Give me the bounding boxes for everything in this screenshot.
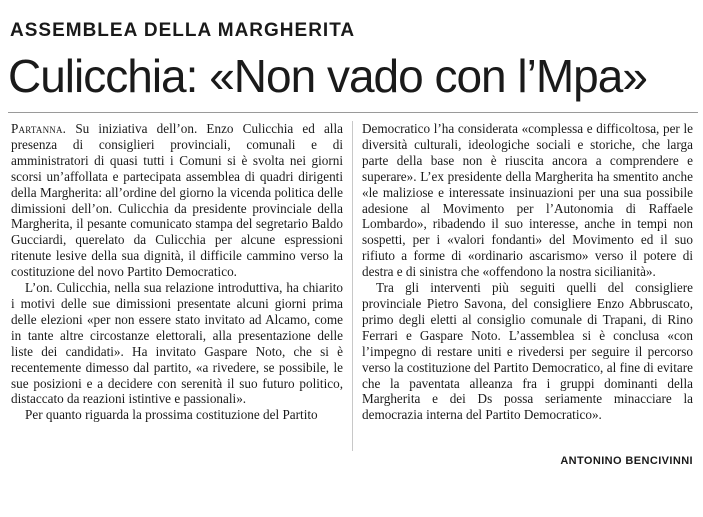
article-paragraph-2: L’on. Culicchia, nella sua relazione introduttiva, ha chiarito i motivi delle sue dimissioni presentate alcuni giorni prima delle elezioni «per non essere stato invitato ad Alcamo, come in tante altre circostanze elettorali, alla presentazione delle liste dei candidati». Ha invitato Gaspare Noto, che si è recentemente dimesso dal partito, «a rivedere, se possibile, le sue posizioni e a decidere con serenità il suo futuro politico, distaccato da reazioni istintive e passionali».: [11, 280, 343, 407]
column-separator: [352, 121, 353, 451]
article-paragraph-1: [11, 121, 343, 280]
article-paragraph-3-continued: Democratico l’ha considerata «complessa e difficoltosa, per le diversità culturali, ideologiche sociali e storiche, che larga parte della base non è riuscita ancora a comprendere e superare». L’ex presidente della Margherita ha smentito anche «le maliziose e interessate insinuazioni per una sua possibile adesione al Movimento per l’Autonomia di Raffaele Lombardo», ribadendo il suo interesse, anche in tempi non sospetti, per i «valori fondanti» del Movimento ed il suo rifiuto a forme di «ordinario ascarismo» verso il potere di destra e di sinistra che «offendono la nostra sicilianità».: [362, 121, 693, 280]
headline-rule: [8, 112, 698, 113]
dateline: Partanna.: [11, 121, 67, 136]
kicker: ASSEMBLEA DELLA MARGHERITA: [10, 20, 356, 41]
byline: ANTONINO BENCIVINNI: [560, 455, 693, 467]
article-column-left: [11, 121, 343, 423]
article-paragraph-3: Per quanto riguarda la prossima costituzione del Partito: [25, 407, 318, 423]
article-column-right: [362, 121, 693, 423]
article-paragraph-4: Tra gli interventi più seguiti quelli del consigliere provinciale Pietro Savona, del consigliere Enzo Abbruscato, primo degli eletti al consiglio comunale di Trapani, di Rino Ferrari e Gaspare Noto. L’assemblea si è conclusa «con l’impegno di restare uniti e rivedersi per seguire il percorso verso la costituzione del Partito Democratico, al fine di evitare che la paventata alleanza fra i gruppi dominanti della Margherita e dei Ds possa seriamente minacciare la democrazia interna del Partito Democratico».: [362, 280, 693, 423]
article-paragraph-1-text: Su iniziativa dell’on. Enzo Culicchia ed alla presenza di consiglieri provinciali, comunali e di amministratori di quasi tutti i Comuni si è svolta nei giorni scorsi un’affollata e partecipata assemblea di quadri dirigenti della Margherita: all’ordine del giorno la vicenda politica delle dimissioni dell’on. Culicchia da presidente provinciale della Margherita, il pesante comunicato stampa del segretario Baldo Gucciardi, querelato da Culicchia per alcune espressioni ritenute lesive della sua dignità, il difficile cammino verso la costituzione del novo Partito Democratico.: [11, 121, 343, 280]
headline: Culicchia: «Non vado con l’Mpa»: [8, 50, 647, 102]
